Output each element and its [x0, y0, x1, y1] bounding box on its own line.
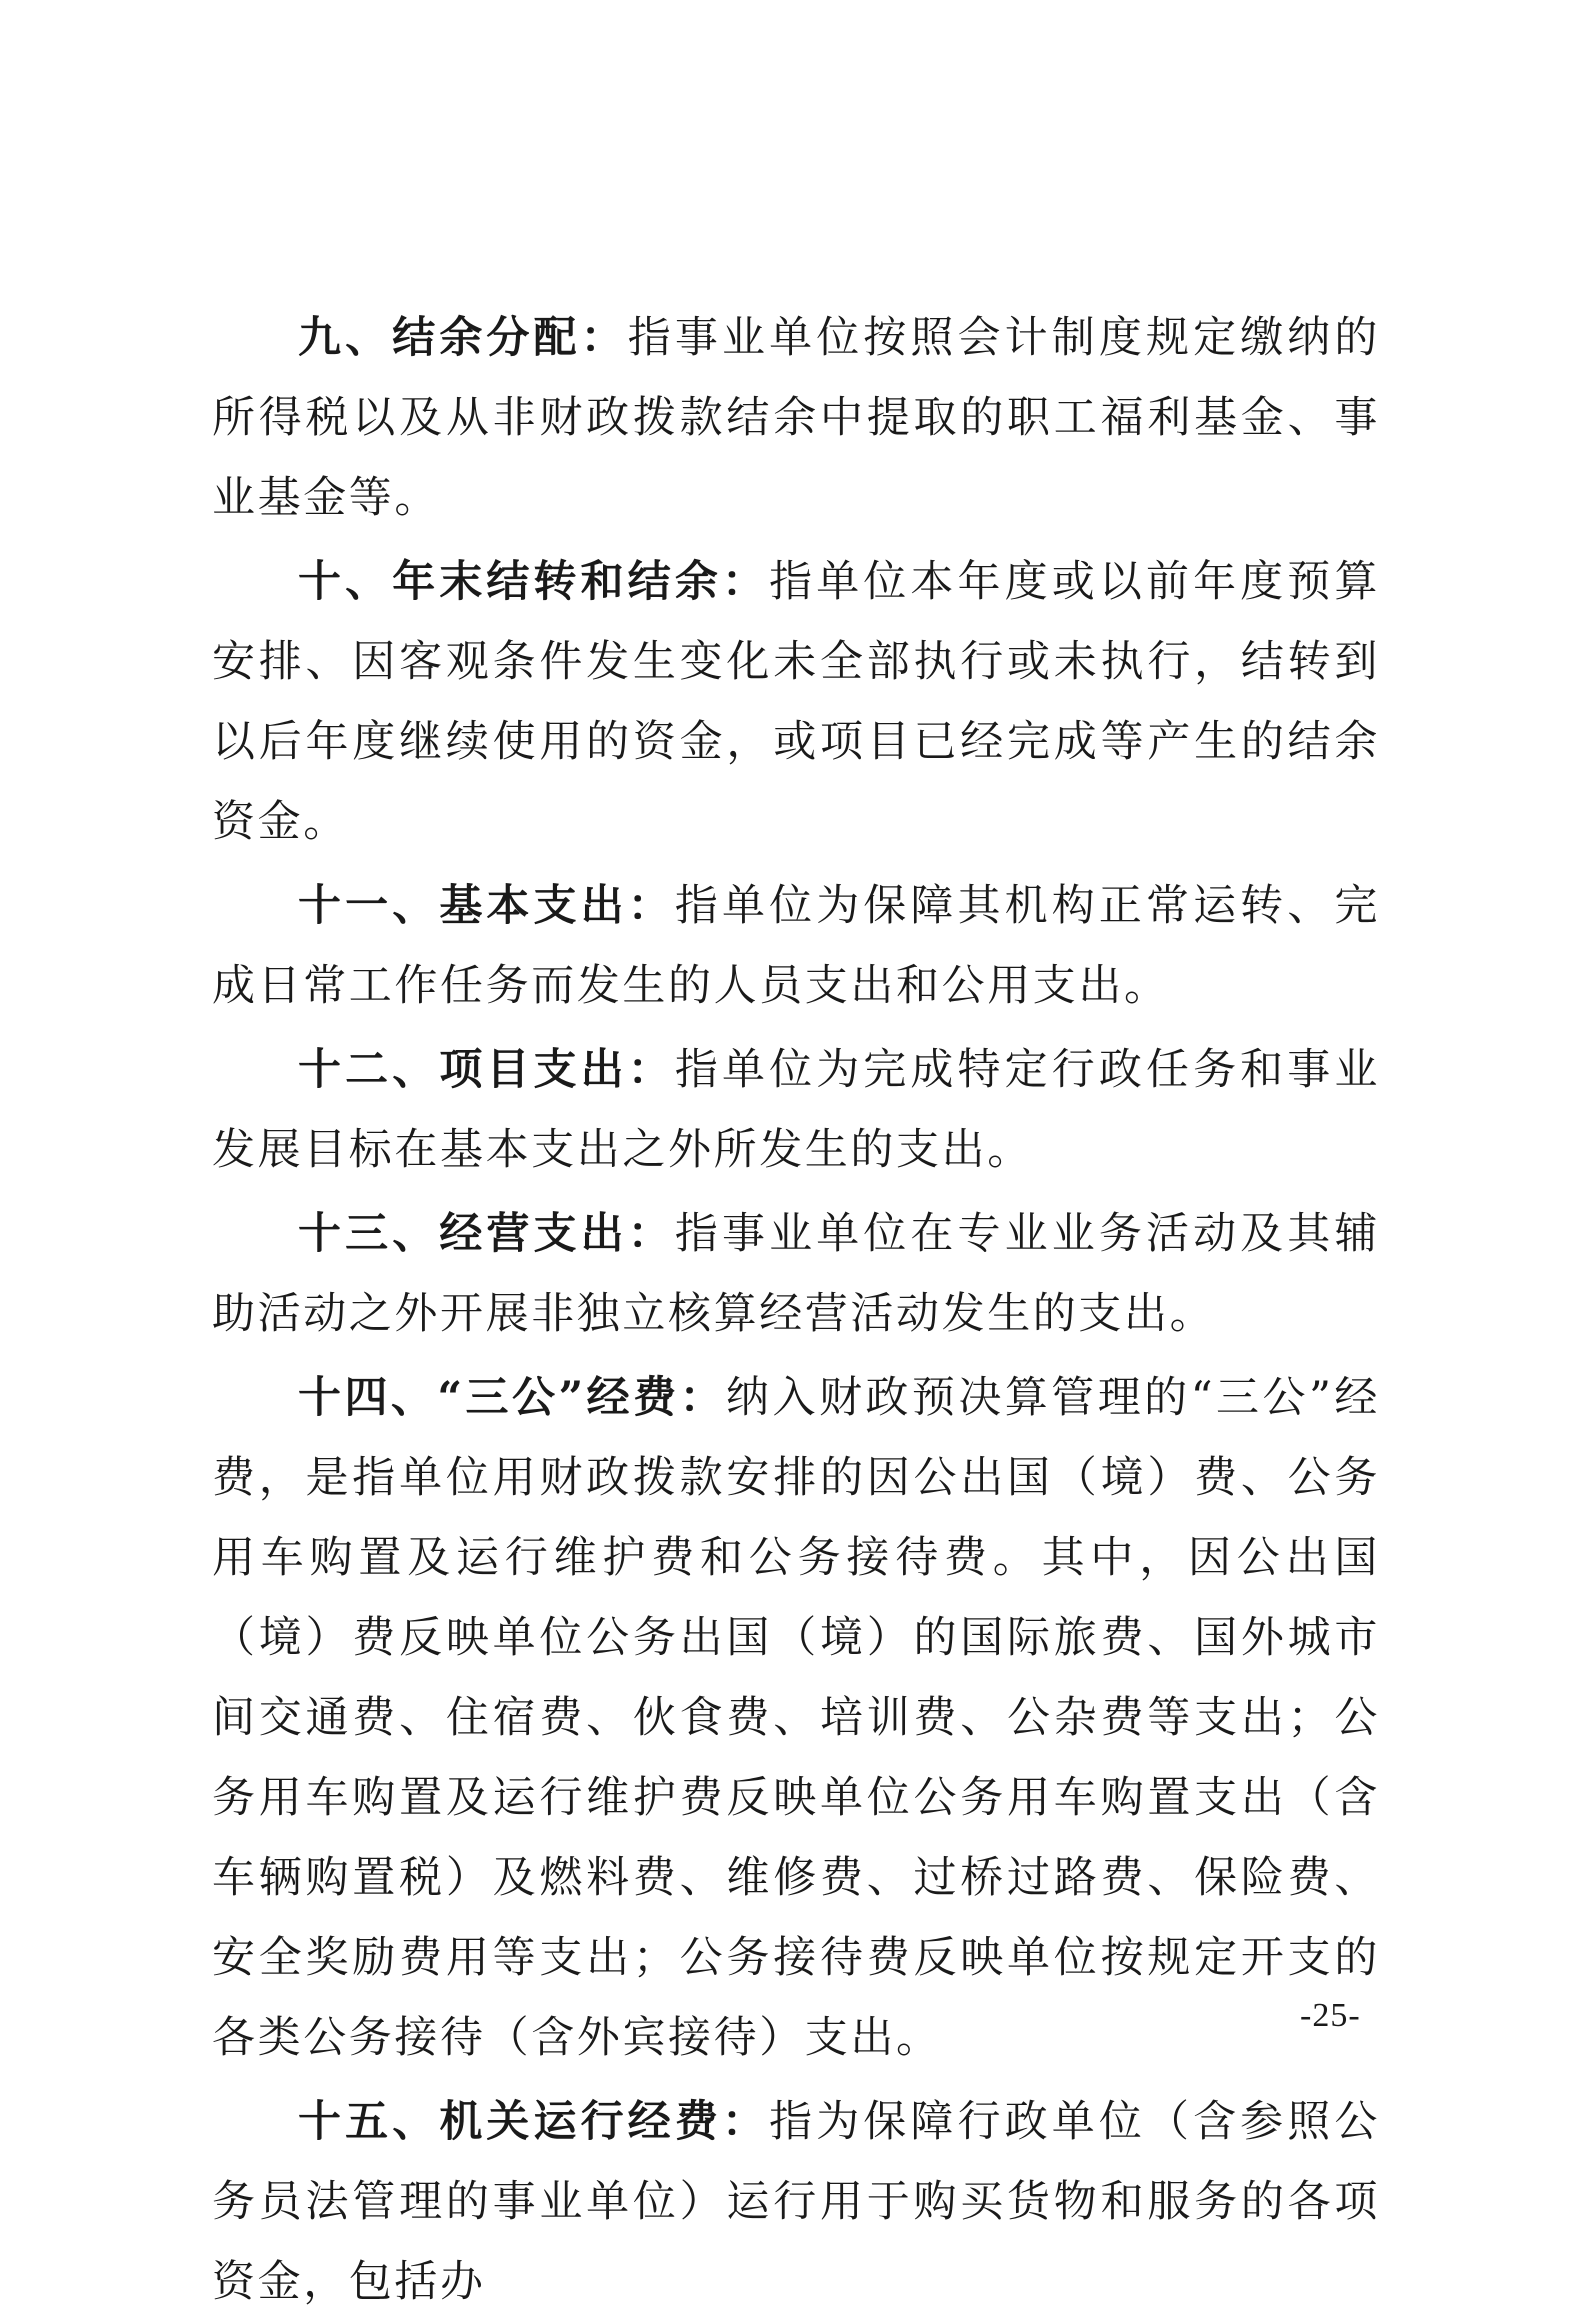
- paragraph-basic-expenditure: [212, 866, 1380, 1026]
- paragraph-three-public-expenses: [212, 1358, 1380, 2078]
- term-heading: 十五、机关运行经费：: [298, 2097, 770, 2147]
- term-heading: 十、年末结转和结余：: [298, 557, 770, 607]
- term-heading: 九、结余分配：: [298, 313, 628, 363]
- paragraph-text: 指单位本年度或以前年度预算安排、因客观条件发生变化未全部执行或未执行，结转到以后年度继续使用的资金，或项目已经完成等产生的结余资金。: [212, 557, 1380, 847]
- paragraph-project-expenditure: [212, 1030, 1380, 1190]
- paragraph-year-end-carryover: [212, 542, 1380, 862]
- term-heading: 十四、“三公”经费：: [298, 1373, 727, 1423]
- paragraph-text: 纳入财政预决算管理的“三公”经费，是指单位用财政拨款安排的因公出国（境）费、公务用车购置及运行维护费和公务接待费。其中，因公出国（境）费反映单位公务出国（境）的国际旅费、国外城市间交通费、住宿费、伙食费、培训费、公杂费等支出；公务用车购置及运行维护费反映单位公务用车购置支出（含车辆购置税）及燃料费、维修费、过桥过路费、保险费、安全奖励费用等支出；公务接待费反映单位按规定开支的各类公务接待（含外宾接待）支出。: [212, 1373, 1381, 2063]
- document-body: [212, 298, 1380, 2322]
- paragraph-operating-expenditure: [212, 1194, 1380, 1354]
- paragraph-text: 指单位为完成特定行政任务和事业发展目标在基本支出之外所发生的支出。: [212, 1045, 1380, 1175]
- term-heading: 十三、经营支出：: [298, 1209, 675, 1259]
- paragraph-text: 指事业单位在专业业务活动及其辅助活动之外开展非独立核算经营活动发生的支出。: [212, 1209, 1380, 1339]
- paragraph-surplus-distribution: [212, 298, 1380, 538]
- paragraph-agency-operating-funds: [212, 2082, 1380, 2322]
- paragraph-text: 指单位为保障其机构正常运转、完成日常工作任务而发生的人员支出和公用支出。: [212, 881, 1380, 1011]
- paragraph-text: 指事业单位按照会计制度规定缴纳的所得税以及从非财政拨款结余中提取的职工福利基金、事业基金等。: [212, 313, 1380, 523]
- term-heading: 十二、项目支出：: [298, 1045, 675, 1095]
- paragraph-text: 指为保障行政单位（含参照公务员法管理的事业单位）运行用于购买货物和服务的各项资金，包括办: [212, 2097, 1380, 2307]
- page-number: -25-: [1300, 1997, 1361, 2034]
- term-heading: 十一、基本支出：: [298, 881, 675, 931]
